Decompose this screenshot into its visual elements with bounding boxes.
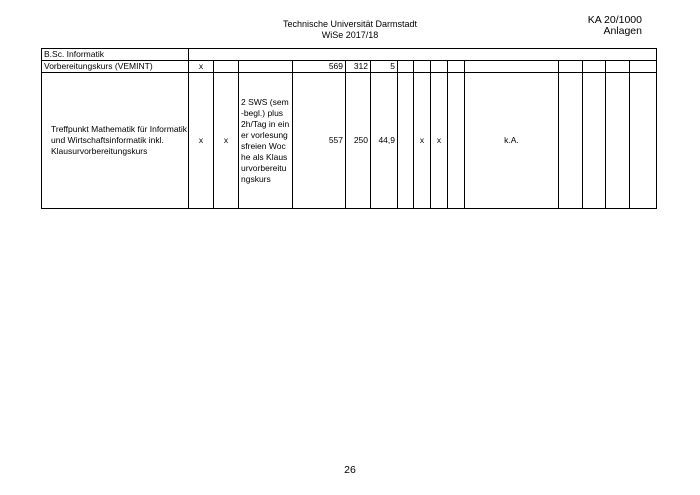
empty-cell <box>559 61 583 73</box>
semester-label: WiSe 2017/18 <box>321 30 379 40</box>
mark-cell: x <box>431 73 448 209</box>
value-cell: 569 <box>293 61 346 73</box>
empty-cell <box>398 73 414 209</box>
remark-cell: k.A. <box>465 73 559 209</box>
remark-cell <box>465 61 559 73</box>
empty-cell <box>398 61 414 73</box>
sws-cell: 2 SWS (sem-begl.) plus 2h/Tag in einer vorlesungsfreien Woche als Klausurvorbereitungskurs <box>239 73 293 209</box>
mark-cell <box>431 61 448 73</box>
empty-cell <box>448 61 465 73</box>
empty-cell <box>583 73 606 209</box>
doc-ref-subtitle: Anlagen <box>603 25 642 37</box>
empty-cell <box>630 61 657 73</box>
mark-cell: x <box>414 73 431 209</box>
empty-cell <box>559 73 583 209</box>
empty-cell <box>448 73 465 209</box>
course-name: Vorbereitungskurs (VEMINT) <box>42 61 189 73</box>
value-cell: 5 <box>371 61 398 73</box>
mark-cell: x <box>214 73 239 209</box>
table-row <box>42 61 657 73</box>
section-header-blank <box>189 49 657 61</box>
doc-ref-number: KA 20/1000 <box>587 14 642 26</box>
mark-cell <box>414 61 431 73</box>
value-cell: 557 <box>293 73 346 209</box>
value-cell: 312 <box>346 61 371 73</box>
course-name: Treffpunkt Mathematik für Informatik und Wirtschaftsinformatik inkl. Klausurvorbereitungskurs <box>42 73 189 209</box>
empty-cell <box>606 61 630 73</box>
institution-name: Technische Universität Darmstadt <box>282 19 418 29</box>
mark-cell: x <box>189 73 214 209</box>
mark-cell: x <box>189 61 214 73</box>
empty-cell <box>583 61 606 73</box>
value-cell: 250 <box>346 73 371 209</box>
empty-cell <box>606 73 630 209</box>
document-header <box>230 19 470 41</box>
table-row <box>42 73 657 209</box>
course-table <box>41 48 657 209</box>
section-header-row <box>42 49 657 61</box>
page-number: 26 <box>344 464 356 476</box>
mark-cell <box>214 61 239 73</box>
value-cell: 44,9 <box>371 73 398 209</box>
sws-cell <box>239 61 293 73</box>
section-title: B.Sc. Informatik <box>42 49 189 61</box>
empty-cell <box>630 73 657 209</box>
document-reference <box>572 15 642 37</box>
